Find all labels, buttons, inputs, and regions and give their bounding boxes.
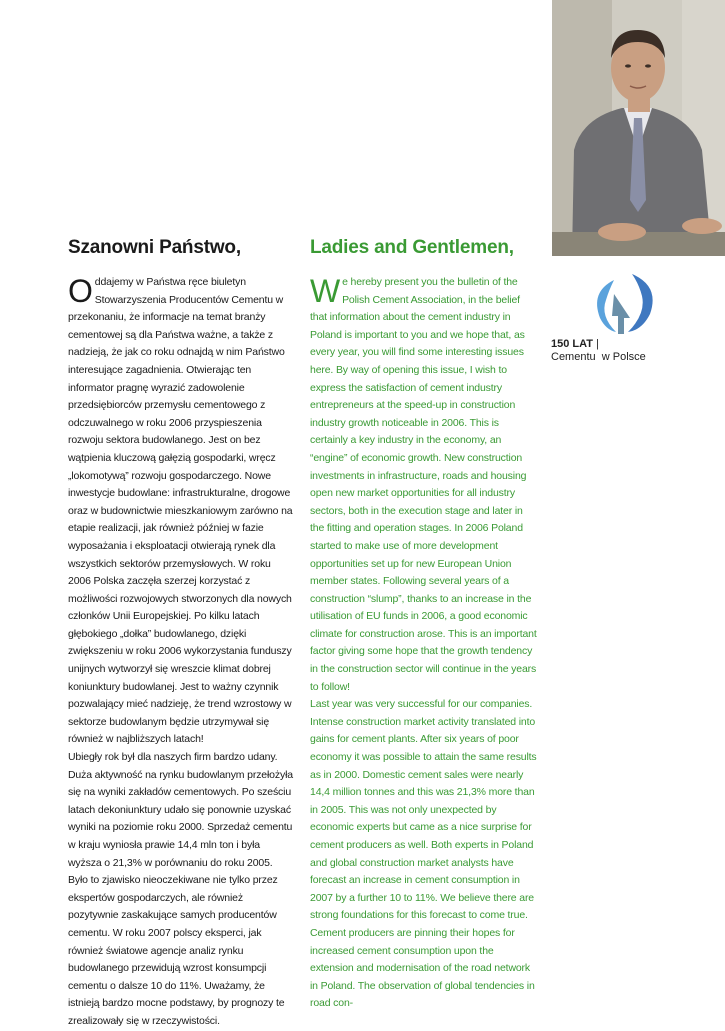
polish-column [68, 236, 293, 1031]
english-paragraph-1 [310, 274, 538, 696]
polish-paragraph-1-text: ddajemy w Państwa ręce biuletyn Stowarzyszenia Producentów Cementu w przekonaniu, że informacje na temat branży cementowej są dla Państwa ważne, a także z nadzieją, że jak co roku odnajdą w nim Państwo interesujące zagadnienia. Otwierając ten informator pragnę wyrazić zadowolenie przedsiębiorców przemysłu cementowego z odczuwalnego w roku 2006 przyspieszenia rozwoju sektora budowlanego. Jest on bez wątpienia kluczową gałęzią gospodarki, wręcz „lokomotywą” rozwoju gospodarczego. Nowe inwestycje budowlane: infrastrukturalne, drogowe oraz w budownictwie mieszkaniowym zarówno na etapie realizacji, jak również później w fazie wyposażania i eksploatacji otwierają rynek dla wszystkich sektorów przemysłowych. W roku 2006 Polska zaczęła szerzej korzystać z możliwości rozwojowych stworzonych dla nowych członków Unii Europejskiej. Po kilku latach głębokiego „dołka” budowlanego, dzięki zwiększeniu w roku 2006 wykorzystania funduszy unijnych wytworzył się wreszcie klimat dobrej koniunktury budowlanej. Jest to ważny czynnik pozwalający mieć nadzieję, że trend wzrostowy w sektorze budowlanym będzie utrzymywał się również w najbliższych latach! [68, 276, 293, 746]
english-heading: Ladies and Gentlemen, [310, 237, 514, 258]
english-column [310, 236, 538, 1013]
polish-body [68, 274, 293, 1031]
logo-line2: Cementu w Polsce [551, 351, 646, 363]
logo-years: 150 LAT [551, 338, 593, 350]
polish-heading: Szanowni Państwo, [68, 237, 241, 258]
logo-separator: | [596, 338, 599, 350]
english-dropcap: W [310, 273, 341, 309]
polish-paragraph-1 [68, 274, 293, 749]
english-paragraph-1-text: e hereby present you the bulletin of the Polish Cement Association, in the belief that information about the cement industry in Poland is important to you and we hope that, as every year, you will find some interesting issues here. By way of opening this issue, I wish to express the satisfaction of cement industry entrepreneurs at the speed-up in construction industry growth noticeable in 2006. This is certainly a key industry in the economy, an “engine” of economic growth. New construction investments in infrastructure, roads and housing open new market opportunities for all industry sectors, both in the execution stage and later in the fitting and operation stages. In 2006 Poland started to make use of more development opportunities set up for new European Union member states. Following several years of a construction “slump”, thanks to an increase in the utilisation of EU funds in 2006, a good economic climate for construction arose. This is an important factor giving some hope that the growth tendency in the construction sector will continue in the years to follow! [310, 276, 537, 693]
english-paragraph-2: Last year was very successful for our companies. Intense construction market activity translated into gains for cement plants. After six years of poor economy it was possible to attain the same results as in 2000. Domestic cement sales were nearly 14,4 million tonnes and this was 21,3% more than in 2005. This was not only unexpected by economic experts but came as a nice surprise for cement producers as well. Both experts in Poland and global construction market analysts have forecast an increase in cement consumption in 2007 by a further 10 to 11%. We believe there are strong foundations for this forecast to come true. Cement producers are pinning their hopes for increased cement consumption upon the extension and modernisation of the road network in Poland. The observation of global tendencies in road con- [310, 698, 537, 1010]
english-body [310, 274, 538, 1013]
polish-paragraph-2: Ubiegły rok był dla naszych firm bardzo udany. Duża aktywność na rynku budowlanym przełożyła się na wyniki zakładów cementowych. Po sześciu latach dekoniunktury udało się ponownie uzyskać wyniki na poziomie roku 2000. Sprzedaż cementu w kraju wyniosła prawie 14,4 mln ton i była wyższa o 21,3% w porównaniu do roku 2005. Było to zjawisko nieoczekiwane nie tylko przez ekspertów gospodarczych, ale również pozytywnie zaskakujące samych producentów cementu. W roku 2007 polscy eksperci, jak również światowe agencje analiz rynku budowlanego przewidują wzrost konsumpcji cementu o dalsze 10 do 11%. Uważamy, że istnieją bardzo mocne podstawy, by prognozy te zrealizowały się w rzeczywistości. [68, 751, 293, 1027]
portrait-photo [552, 0, 725, 256]
polish-dropcap: O [68, 273, 93, 309]
cement-association-logo [584, 270, 660, 340]
logo-caption [551, 338, 646, 364]
